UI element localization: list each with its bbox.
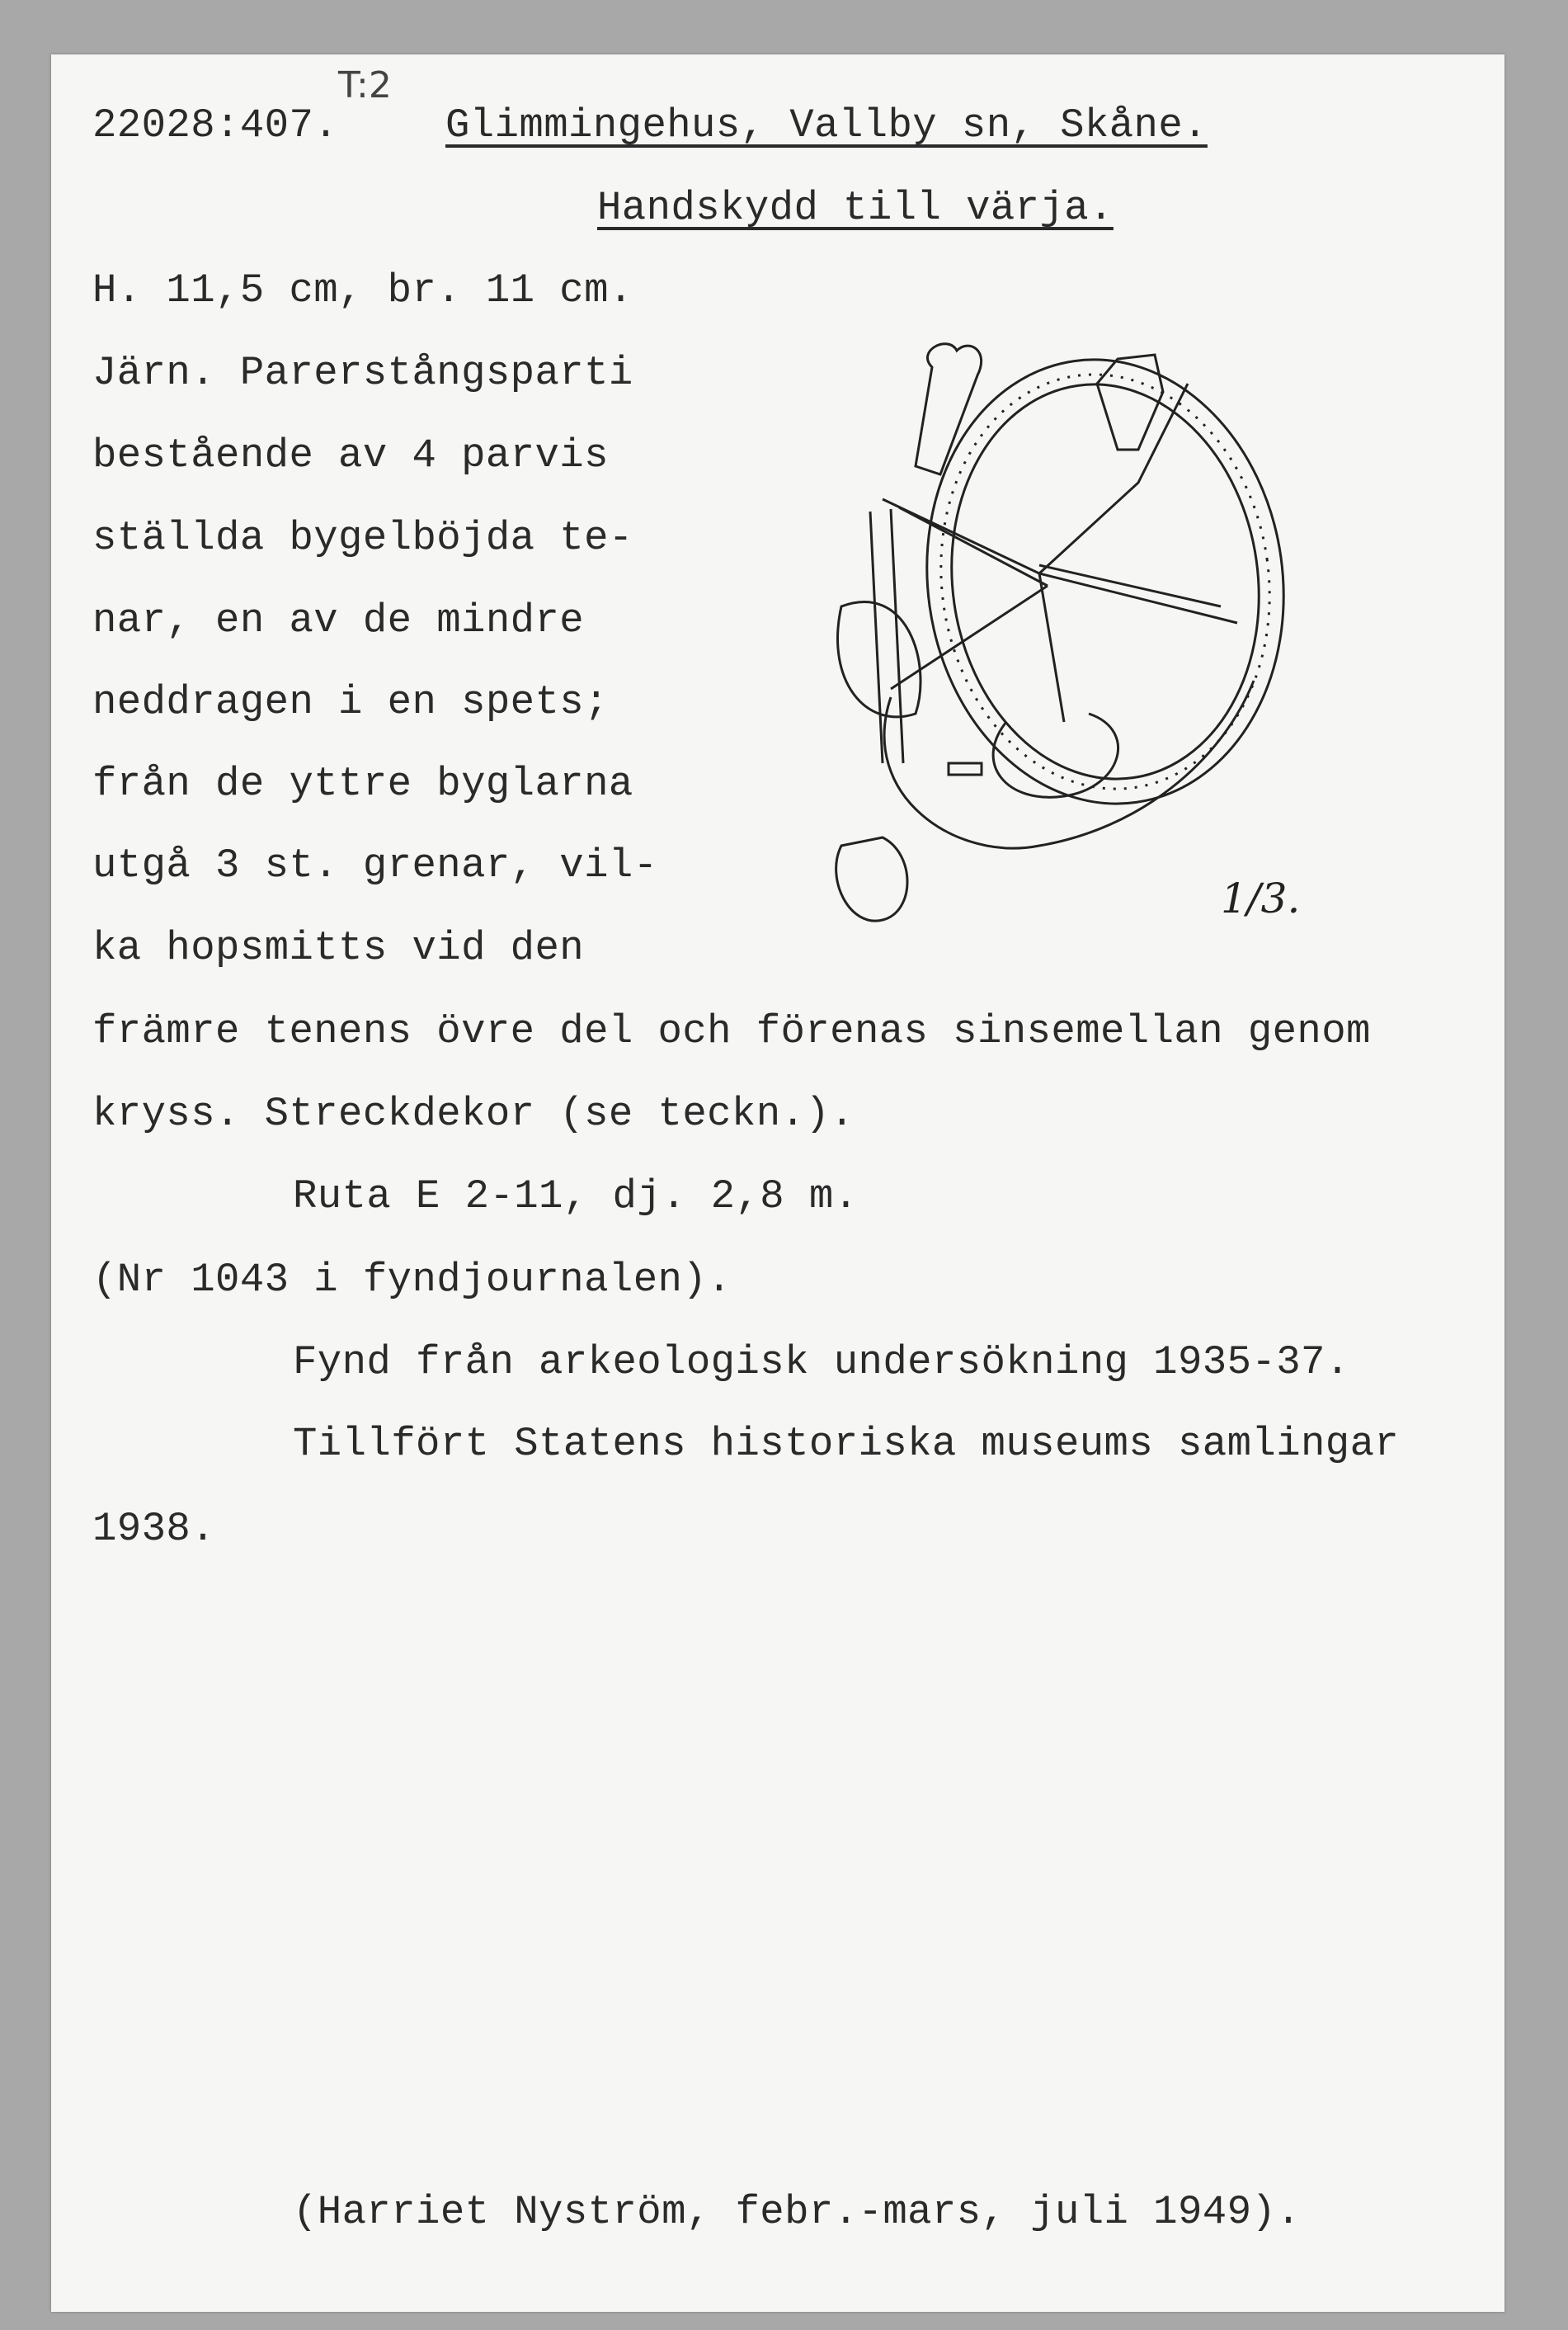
description-line: neddragen i en spets; (92, 679, 609, 725)
description-line: från de yttre byglarna (92, 761, 633, 807)
description-line: nar, en av de mindre (92, 597, 585, 644)
find-spot: Ruta E 2-11, dj. 2,8 m. (293, 1173, 859, 1219)
description-line: kryss. Streckdekor (se teckn.). (92, 1091, 855, 1137)
find-origin: Fynd från arkeologisk undersökning 1935-37. (293, 1339, 1350, 1385)
acquisition: Tillfört Statens historiska museums samlingar (293, 1421, 1400, 1467)
description-line: bestående av 4 parvis (92, 432, 609, 479)
journal-reference: (Nr 1043 i fyndjournalen). (92, 1257, 732, 1303)
description-line: Järn. Parerstångsparti (92, 350, 633, 396)
location: Glimmingehus, Vallby sn, Skåne. (445, 102, 1208, 149)
drawing-scale: 1/3. (1221, 875, 1301, 922)
object-title: Handskydd till värja. (597, 185, 1114, 231)
handwritten-annotation: T:2 (338, 64, 392, 106)
description-line: utgå 3 st. grenar, vil- (92, 842, 658, 889)
author-credit: (Harriet Nyström, febr.-mars, juli 1949). (293, 2189, 1301, 2235)
sword-hilt-guard-drawing (792, 334, 1303, 961)
acquisition-year: 1938. (92, 1506, 216, 1552)
description-line: ka hopsmitts vid den (92, 925, 585, 971)
catalog-number: 22028:407. (92, 102, 339, 149)
description-line: ställda bygelböjda te- (92, 515, 633, 561)
description-line: främre tenens övre del och förenas sinsemellan genom (92, 1008, 1371, 1054)
description-line: H. 11,5 cm, br. 11 cm. (92, 267, 633, 314)
